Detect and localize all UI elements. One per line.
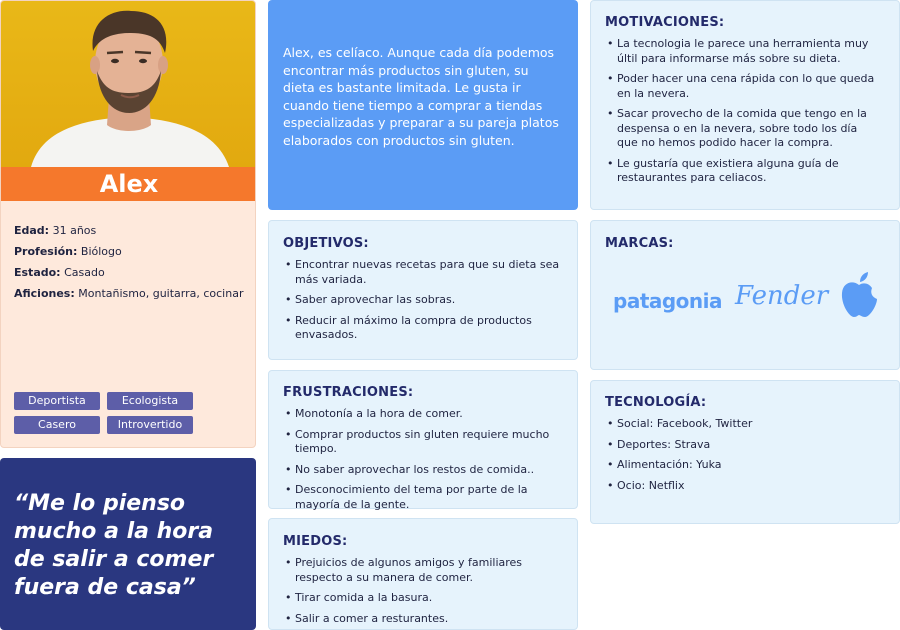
list-item: • Sacar provecho de la comida que tengo en la despensa o en la nevera, sobre todo los día que no hemos podido hacer la compra.: [607, 107, 879, 151]
list-item: • Le gustaría que existiera alguna guía de restaurantes para celiacos.: [607, 157, 879, 186]
list-item: • Ocio: Netflix: [607, 479, 887, 494]
fact-profession: Profesión: Biólogo: [14, 245, 122, 258]
list-item: • Desconocimiento del tema por parte de la mayoría de la gente.: [285, 483, 569, 512]
frustrations-card: [268, 370, 578, 509]
apple-logo-icon: [839, 271, 879, 319]
list-item: • Salir a comer a resturantes.: [285, 612, 565, 627]
brands-title: MARCAS:: [605, 236, 674, 251]
list-item: • Comprar productos sin gluten requiere mucho tiempo.: [285, 428, 569, 457]
goals-title: OBJETIVOS:: [283, 236, 369, 251]
brands-card: [590, 220, 900, 370]
profile-card: [0, 0, 256, 448]
persona-description: Alex, es celíaco. Aunque cada día podemos encontrar más productos sin gluten, su dieta es bastante limitada. Le gusta ir cuando tiene tiempo a comprar a tiendas especializadas y preparar a su pareja platos elaborados con productos sin gluten.: [283, 45, 559, 148]
technology-card: [590, 380, 900, 524]
fact-status: Estado: Casado: [14, 266, 105, 279]
list-item: • No saber aprovechar los restos de comida..: [285, 463, 569, 478]
persona-facts: [14, 220, 243, 304]
brand-patagonia: patagonia: [613, 289, 723, 313]
list-item: • Monotonía a la hora de comer.: [285, 407, 569, 422]
motivations-card: [590, 0, 900, 210]
list-item: • Encontrar nuevas recetas para que su dieta sea más variada.: [285, 258, 565, 287]
frustrations-list: [285, 407, 569, 518]
list-item: • Tirar comida a la basura.: [285, 591, 565, 606]
motivations-title: MOTIVACIONES:: [605, 15, 725, 30]
goals-card: [268, 220, 578, 360]
list-item: • Alimentación: Yuka: [607, 458, 887, 473]
persona-name: Alex: [1, 167, 256, 201]
persona-quote: “Me lo pienso mucho a la hora de salir a comer fuera de casa”: [14, 491, 214, 600]
list-item: • Saber aprovechar las sobras.: [285, 293, 565, 308]
quote-card: [0, 458, 256, 630]
fears-card: [268, 518, 578, 630]
list-item: • Social: Facebook, Twitter: [607, 417, 887, 432]
brand-fender: Fender: [735, 281, 829, 311]
tag-casero: Casero: [14, 416, 100, 434]
fears-list: [285, 556, 565, 630]
list-item: • La tecnologia le parece una herramienta muy últil para informarse más sobre su dieta.: [607, 37, 879, 66]
fact-age: Edad: 31 años: [14, 224, 97, 237]
person-illustration: [1, 1, 256, 167]
tag-deportista: Deportista: [14, 392, 100, 410]
tag-introvertido: Introvertido: [107, 416, 193, 434]
list-item: • Poder hacer una cena rápida con lo que queda en la nevera.: [607, 72, 879, 101]
list-item: • Prejuicios de algunos amigos y familiares respecto a su manera de comer.: [285, 556, 565, 585]
description-card: [268, 0, 578, 210]
tag-ecologista: Ecologista: [107, 392, 193, 410]
list-item: • Reducir al máximo la compra de productos envasados.: [285, 314, 565, 343]
technology-title: TECNOLOGÍA:: [605, 395, 707, 410]
frustrations-title: FRUSTRACIONES:: [283, 385, 414, 400]
fact-hobbies: Aficiones: Montañismo, guitarra, cocinar: [14, 287, 244, 300]
technology-list: [607, 417, 887, 499]
motivations-list: [607, 37, 879, 192]
list-item: • Deportes: Strava: [607, 438, 887, 453]
profile-photo: [1, 1, 256, 167]
fears-title: MIEDOS:: [283, 534, 348, 549]
goals-list: [285, 258, 565, 349]
